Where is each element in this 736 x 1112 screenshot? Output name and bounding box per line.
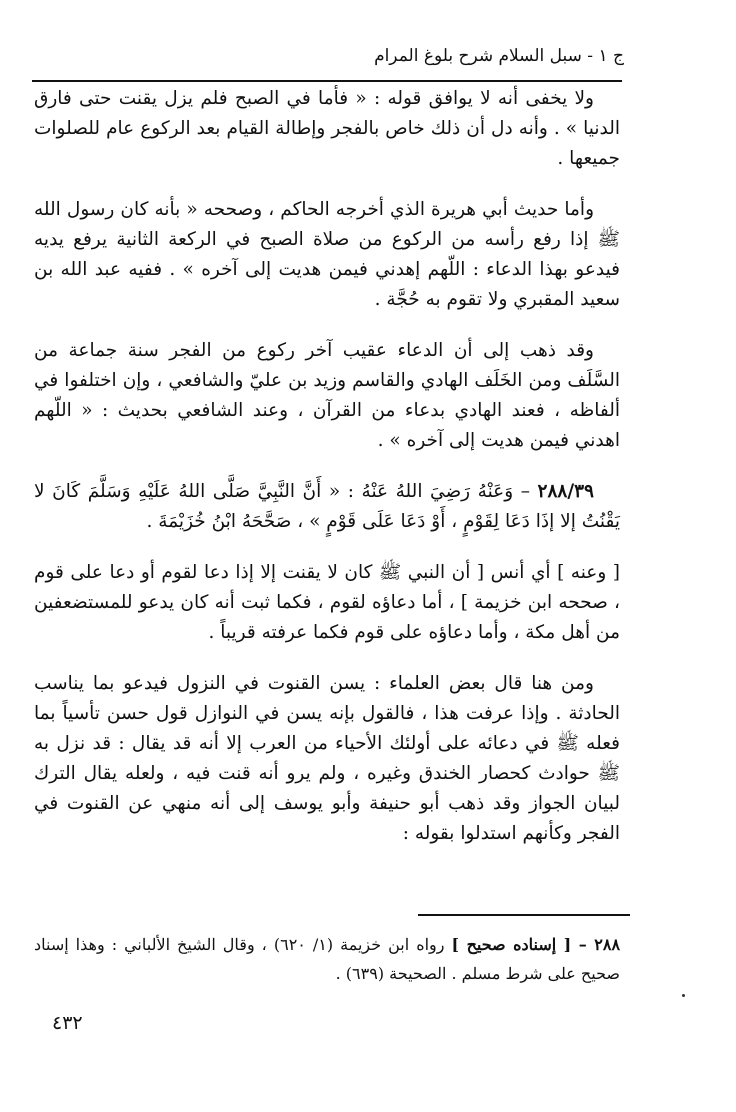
scan-speck [682,994,685,997]
footnote-label: ٢٨٨ – [ إسناده صحيح ] [451,935,621,954]
page-body [34,84,620,870]
footnote [34,930,620,988]
header-rule [32,80,622,82]
page-number: ٤٣٢ [52,1012,83,1034]
paragraph-3: وقد ذهب إلى أن الدعاء عقيب آخر ركوع من الفجر سنة جماعة من السَّلَف ومن الخَلَف الهادي والقاسم وزيد بن عليّ والشافعي ، وإن اختلفوا في ألفاظه ، فعند الهادي بدعاء من القرآن ، وعند الشافعي بحديث : « اللّهم اهدني فيمن هديت إلى آخره » . [34,340,620,451]
paragraph-1: ولا يخفى أنه لا يوافق قوله : « فأما في الصبح فلم يزل يقنت حتى فارق الدنيا » . وأنه دل أن ذلك خاص بالفجر وإطالة القيام بعد الركوع عام للصلوات جميعها . [34,88,620,169]
running-header: ج ١ - سبل السلام شرح بلوغ المرام [374,46,624,66]
footnote-text: رواه ابن خزيمة (١/ ٦٢٠) ، وقال الشيخ الألباني : وهذا إسناد صحيح على شرط مسلم . الصحيحة (٦٣٩) . [34,935,620,983]
hadith-text: – وَعَنْهُ رَضِيَ اللهُ عَنْهُ : « أَنَّ النَّبِيَّ صَلَّى اللهُ عَلَيْهِ وَسَلَّمَ كَانَ لا يَقْنُتُ إلا إذَا دَعَا لِقَوْمٍ ، أَوْ دَعَا عَلَى قَوْمٍ » ، صَحَّحَهُ ابْنُ خُزَيْمَةَ . [34,481,620,532]
commentary-2: ومن هنا قال بعض العلماء : يسن القنوت في النزول فيدعو بما يناسب الحادثة . وإذا عرفت هذا ، فالقول بإنه يسن في النوازل قول حسن تأسياً بما فعله ﷺ في دعائه على أولئك الأحياء من العرب إلا أنه قد يقال : قد نزل به ﷺ حوادث كحصار الخندق وغيره ، ولم يرو أنه قنت فيه ، ولعله يقال الترك لبيان الجواز وقد ذهب أبو حنيفة وأبو يوسف إلى أنه منهي عن القنوت في الفجر وكأنهم استدلوا بقوله : [34,673,620,844]
hadith-number: ٢٨٨/٣٩ [537,481,594,502]
commentary-1: [ وعنه ] أي أنس [ أن النبي ﷺ كان لا يقنت إلا إذا دعا لقوم أو دعا على قوم ، صححه ابن خزيمة ] ، أما دعاؤه لقوم ، فكما ثبت أنه كان يدعو للمستضعفين من أهل مكة ، وأما دعاؤه على قوم فكما عرفته قريباً . [34,562,620,643]
footnote-rule [418,914,630,916]
paragraph-2: وأما حديث أبي هريرة الذي أخرجه الحاكم ، وصححه « بأنه كان رسول الله ﷺ إذا رفع رأسه من الركوع من صلاة الصبح في الركعة الثانية يرفع يديه فيدعو بهذا الدعاء : اللّهم إهدني فيمن هديت إلى آخره » . ففيه عبد الله بن سعيد المقبري ولا تقوم به حُجَّة . [34,199,620,310]
hadith-paragraph [34,477,620,537]
